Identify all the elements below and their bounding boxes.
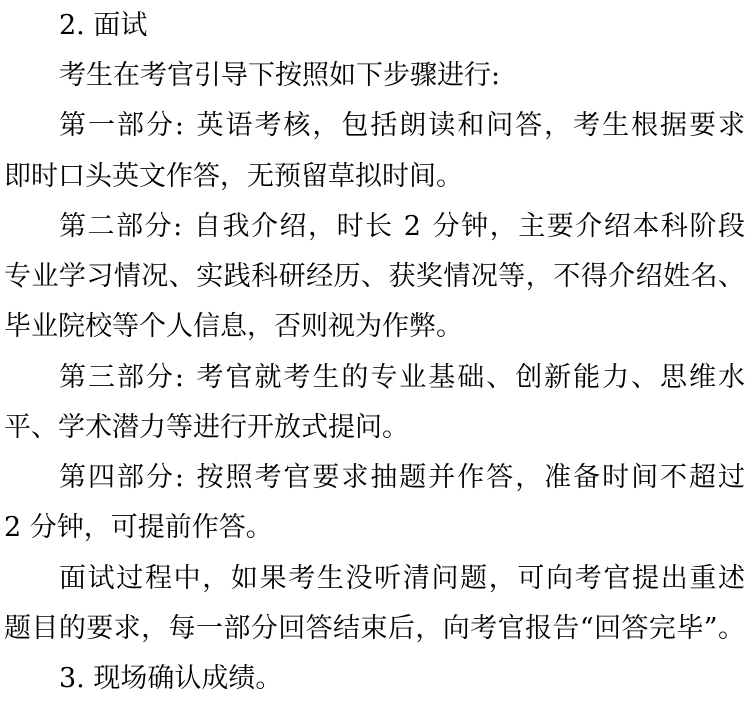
part2-line1-text: 第二部分: 自我介绍，时长 2 分钟，主要介绍本科阶段 [59, 211, 747, 242]
part4-line1 [0, 460, 750, 496]
heading-interview [0, 8, 750, 44]
part3-line2 [0, 410, 750, 446]
part3-line1 [0, 360, 750, 396]
part1-line1-text: 第一部分: 英语考核，包括朗读和问答，考生根据要求 [59, 110, 747, 141]
part1-line1 [0, 108, 750, 144]
part1-line2-text: 即时口头英文作答，无预留草拟时间。 [4, 161, 463, 192]
process-line1-text: 面试过程中，如果考生没听清问题，可向考官提出重述 [59, 563, 747, 594]
part2-line2 [0, 259, 750, 295]
intro-text: 考生在考官引导下按照如下步骤进行: [59, 60, 501, 91]
heading-confirm [0, 661, 750, 697]
intro-paragraph [0, 58, 750, 94]
part4-line2 [0, 510, 750, 546]
heading-confirm-text: 3. 现场确认成绩。 [59, 663, 283, 694]
part2-line3-text: 毕业院校等个人信息，否则视为作弊。 [4, 311, 463, 342]
part2-line2-text: 专业学习情况、实践科研经历、获奖情况等，不得介绍姓名、 [4, 261, 746, 292]
part3-line1-text: 第三部分: 考官就考生的专业基础、创新能力、思维水 [59, 362, 747, 393]
part4-line1-text: 第四部分: 按照考官要求抽题并作答，准备时间不超过 [59, 462, 747, 493]
part1-line2 [0, 159, 750, 195]
heading-interview-text: 2. 面试 [59, 10, 148, 41]
part2-line3 [0, 309, 750, 345]
process-line2 [0, 611, 750, 647]
part2-line1 [0, 209, 750, 245]
part3-line2-text: 平、学术潜力等进行开放式提问。 [4, 412, 409, 443]
part4-line2-text: 2 分钟，可提前作答。 [4, 512, 273, 543]
process-line1 [0, 561, 750, 597]
process-line2-text: 题目的要求，每一部分回答结束后，向考官报告“回答完毕”。 [4, 613, 746, 644]
